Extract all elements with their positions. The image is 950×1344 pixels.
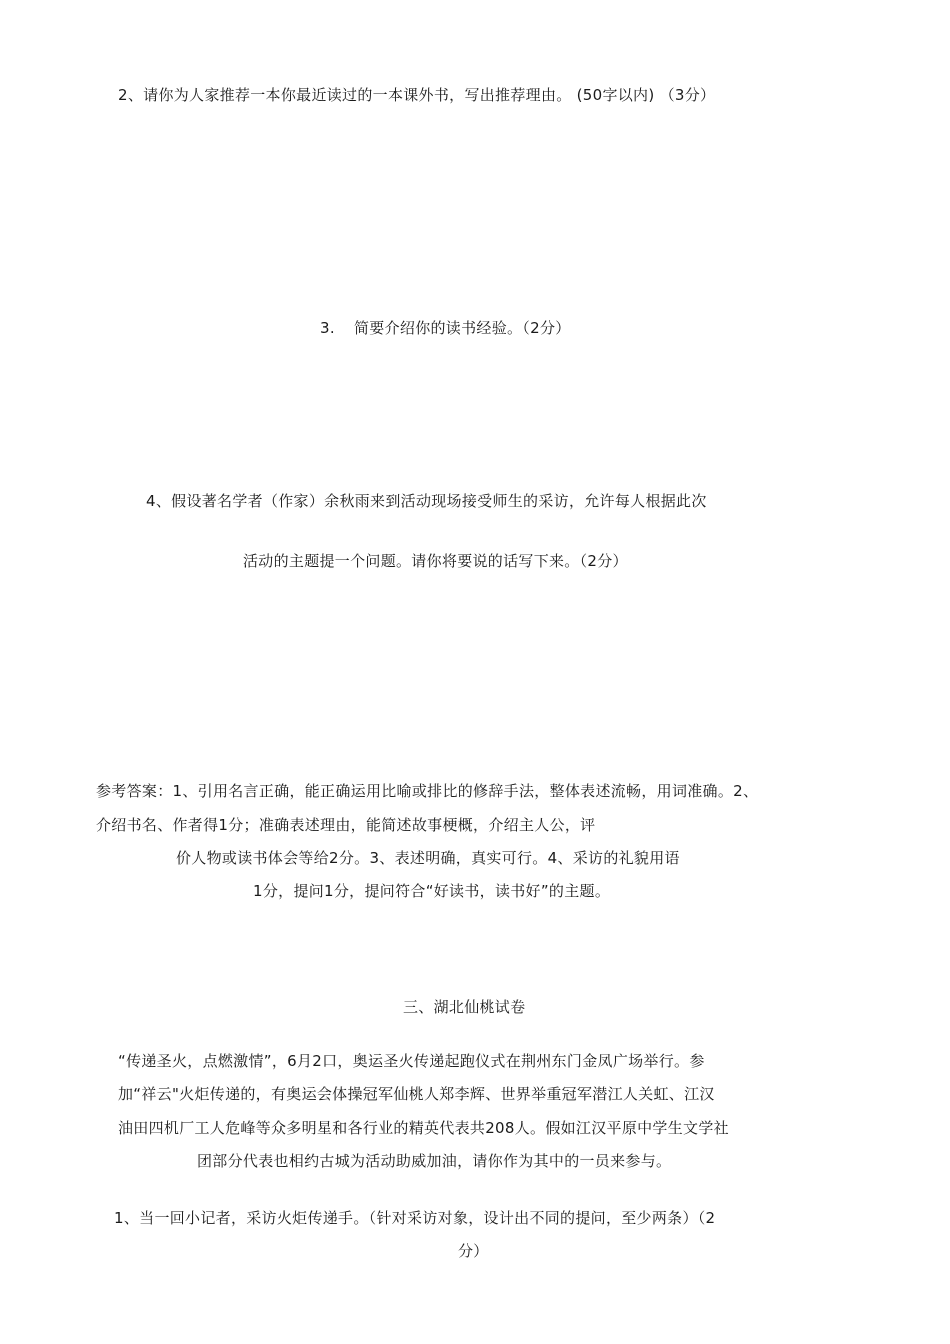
answer-line-1: 参考答案：1、引用名言正确，能正确运用比喻或排比的修辞手法，整体表述流畅，用词准确。2、 bbox=[96, 782, 759, 800]
answer-line-3: 价人物或读书体会等给2分。3、表述明确，真实可行。4、采访的礼貌用语 bbox=[176, 849, 680, 867]
section-heading: 三、湖北仙桃试卷 bbox=[403, 998, 526, 1016]
question-4-line-2: 活动的主题提一个问题。请你将要说的话写下来。（2分） bbox=[243, 552, 628, 570]
question-3-number: 3. bbox=[320, 319, 335, 337]
section-question-1-line-2: 分） bbox=[458, 1242, 489, 1260]
section-paragraph-line-1: “传递圣火，点燃激情”，6月2口，奥运圣火传递起跑仪式在荆州东门金凤广场举行。参 bbox=[118, 1052, 705, 1070]
question-3 bbox=[320, 317, 571, 339]
section-question-1-line-1: 1、当一回小记者，采访火炬传递手。（针对采访对象，设计出不同的提问，至少两条）（2 bbox=[114, 1209, 716, 1227]
question-3-text: 简要介绍你的读书经验。（2分） bbox=[354, 319, 571, 337]
question-4-line-1: 4、假设著名学者（作家）余秋雨来到活动现场接受师生的采访，允许每人根据此次 bbox=[146, 492, 707, 510]
question-2: 2、请你为人家推荐一本你最近读过的一本课外书，写出推荐理由。 (50字以内) （3分） bbox=[118, 86, 716, 104]
answer-line-4: 1分，提问1分，提问符合“好读书，读书好”的主题。 bbox=[253, 882, 611, 900]
section-paragraph-line-4: 团部分代表也相约古城为活动助威加油，请你作为其中的一员来参与。 bbox=[197, 1152, 672, 1170]
answer-line-2: 介绍书名、作者得1分；准确表述理由，能简述故事梗概，介绍主人公，评 bbox=[96, 816, 596, 834]
section-paragraph-line-2: 加“祥云"火炬传递的，有奥运会体操冠军仙桃人郑李辉、世界举重冠军潜江人关虹、江汉 bbox=[118, 1085, 715, 1103]
section-paragraph-line-3: 油田四机厂工人危峰等众多明星和各行业的精英代表共208人。假如江汉平原中学生文学社 bbox=[118, 1119, 729, 1137]
